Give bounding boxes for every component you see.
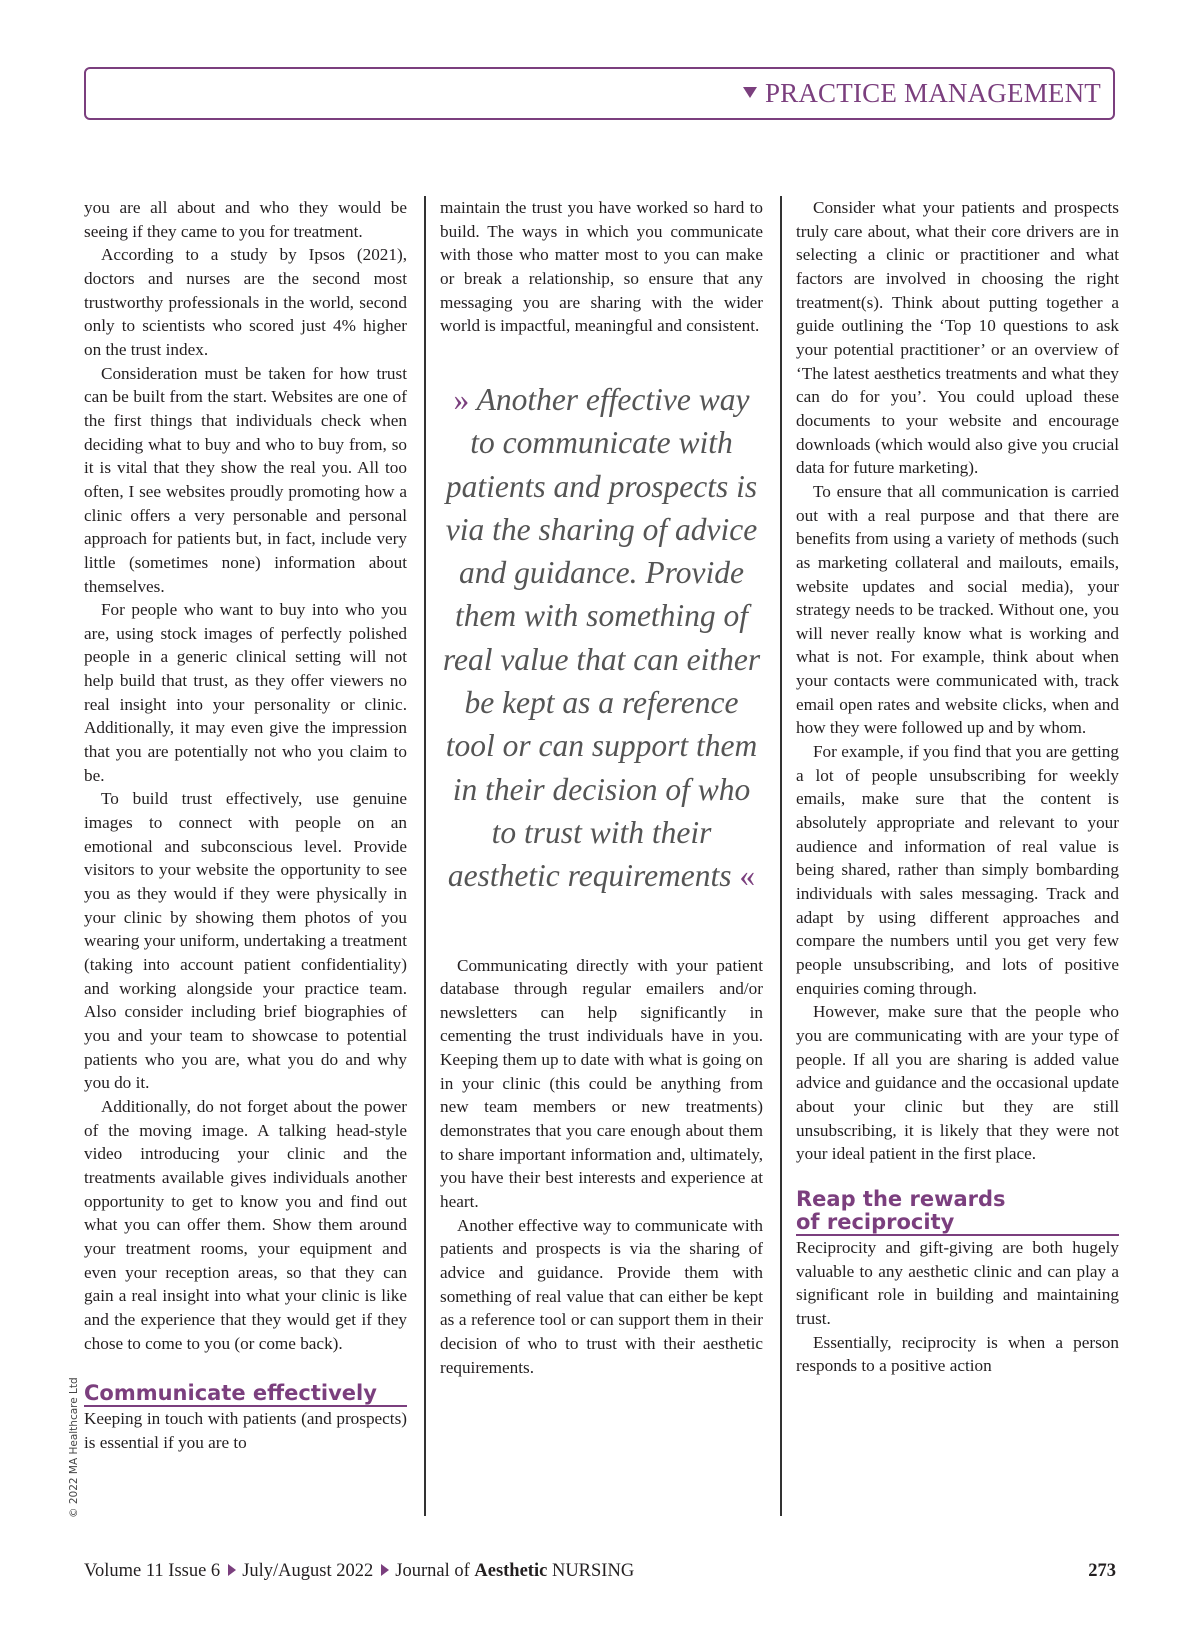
footer-journal-prefix: Journal of <box>395 1561 470 1581</box>
paragraph: Essentially, reciprocity is when a person responds to a positive action <box>796 1332 1119 1376</box>
paragraph: maintain the trust you have worked so hard to build. The ways in which you communicate with those who matter most to you can make or break a relationship, so ensure that any messaging you are sharing with the wider world is impactful, meaningful and consistent. <box>440 198 763 336</box>
column-1 <box>84 196 407 1454</box>
section-heading: Communicate effectively <box>84 1382 407 1407</box>
paragraph: However, make sure that the people who you are communicating with are your type of people. If all you are sharing is added value advice and guidance and the occasional update about your clinic but they are still unsubscribing, it is likely that they were not your ideal patient in the first place. <box>796 1002 1119 1164</box>
triangle-right-icon <box>381 1564 389 1576</box>
paragraph: you are all about and who they would be seeing if they came to you for treatment. <box>84 198 407 241</box>
footer <box>84 1561 634 1582</box>
column-3 <box>796 196 1119 1378</box>
column-divider-2 <box>780 196 782 1516</box>
section-heading-line-1: Reap the rewards <box>796 1186 1006 1211</box>
paragraph: Keeping in touch with patients (and prospects) is essential if you are to <box>84 1409 407 1452</box>
copyright-notice: © 2022 MA Healthcare Ltd <box>68 1377 80 1518</box>
section-label <box>743 78 1101 109</box>
footer-volume: Volume 11 Issue 6 <box>84 1561 221 1581</box>
paragraph: For people who want to buy into who you are, using stock images of perfectly polished people in a generic clinical setting will not help build that trust, as they offer viewers no real insight into your personality or clinic. Additionally, it may even give the impression that you are potentially not who you claim to be. <box>84 600 407 785</box>
footer-date: July/August 2022 <box>242 1561 374 1581</box>
paragraph: To build trust effectively, use genuine images to connect with people on an emotional and subconscious level. Provide visitors to your website the opportunity to see you as they would if they were physically in your clinic by showing them photos of you wearing your uniform, undertaking a treatment (taking into account patient confidentiality) and working alongside your practice team. Also consider including brief biographies of you and your team to showcase to potential patients who you are, what you do and why you do it. <box>84 789 407 1093</box>
section-heading <box>796 1188 1119 1236</box>
page-number: 273 <box>1088 1561 1116 1581</box>
column-divider-1 <box>424 196 426 1516</box>
pull-quote-text: Another effective way to communicate with patients and prospects is via the sharing of advice and guidance. Provide them with something of real value that can either be kept as a reference tool or can support them in their decision of who to trust with their aesthetic requirements <box>442 381 761 894</box>
footer-journal-suffix: NURSING <box>551 1561 635 1581</box>
quote-close-mark: « <box>739 858 756 894</box>
section-heading-line-2: of reciprocity <box>796 1209 955 1234</box>
paragraph: For example, if you find that you are getting a lot of people unsubscribing for weekly emails, make sure that the content is absolutely appropriate and relevant to your audience and information of real value is being shared, rather than simply bombarding individuals with sales messaging. Track and adapt by using different approaches and compare the numbers until you get very few people unsubscribing, and lots of positive enquiries coming through. <box>796 742 1119 998</box>
paragraph: Additionally, do not forget about the power of the moving image. A talking head-style video introducing your clinic and the treatments available gives individuals another opportunity to get to know you and find out what you can offer them. Show them around your treatment rooms, your equipment and even your reception areas, so that they can gain a real insight into what your clinic is like and the experience that they would get if they chose to come to you (or come back). <box>84 1096 407 1353</box>
paragraph: Reciprocity and gift-giving are both hugely valuable to any aesthetic clinic and can play a significant role in building and maintaining trust. <box>796 1237 1119 1328</box>
paragraph: Consider what your patients and prospects truly care about, what their core drivers are in selecting a clinic or practitioner and what factors are involved in choosing the right treatment(s). Think about putting together a guide outlining the ‘Top 10 questions to ask your potential practitioner’ or an overview of ‘The latest aesthetics treatments and what they can do for you’. You could upload these documents to your website and encourage downloads (which would also give you crucial data for future marketing). <box>796 198 1119 478</box>
section-header-box <box>84 67 1115 120</box>
paragraph: To ensure that all communication is carried out with a real purpose and that there are benefits from using a variety of methods (such as marketing collateral and mailouts, emails, website updates and social media), your strategy needs to be tracked. Without one, you will never really know what is working and what is not. For example, think about when your contacts were communicated with, track email open rates and website clicks, when and how they were followed up and by whom. <box>796 481 1119 738</box>
triangle-down-icon <box>743 87 757 98</box>
column-2 <box>440 196 763 1379</box>
paragraph: Another effective way to communicate with patients and prospects is via the sharing of advice and guidance. Provide them with something of real value that can either be kept as a reference tool or can support them in their decision of who to trust with their aesthetic requirements. <box>440 1215 763 1377</box>
triangle-right-icon <box>228 1564 236 1576</box>
paragraph: Communicating directly with your patient database through regular emailers and/or newsletters can help significantly in cementing the trust individuals have in you. Keeping them up to date with what is going on in your clinic (this could be anything from new team members or new treatments) demonstrates that you care enough about them to share important information and, ultimately, you have their best interests and experience at heart. <box>440 955 763 1212</box>
paragraph: According to a study by Ipsos (2021), doctors and nurses are the second most trustworthy professionals in the world, second only to scientists who scored just 4% higher on the trust index. <box>84 245 407 359</box>
footer-journal-bold: Aesthetic <box>474 1561 548 1581</box>
paragraph: Consideration must be taken for how trust can be built from the start. Websites are one of the first things that individuals check when deciding what to buy and who to buy from, so it is vital that they show the real you. All too often, I see websites proudly promoting how a clinic offers a very personable and personal approach for patients but, in fact, include very little (sometimes none) information about themselves. <box>84 363 407 596</box>
quote-open-mark: » <box>453 381 470 417</box>
pull-quote <box>440 378 763 898</box>
section-label-text: PRACTICE MANAGEMENT <box>764 78 1101 108</box>
